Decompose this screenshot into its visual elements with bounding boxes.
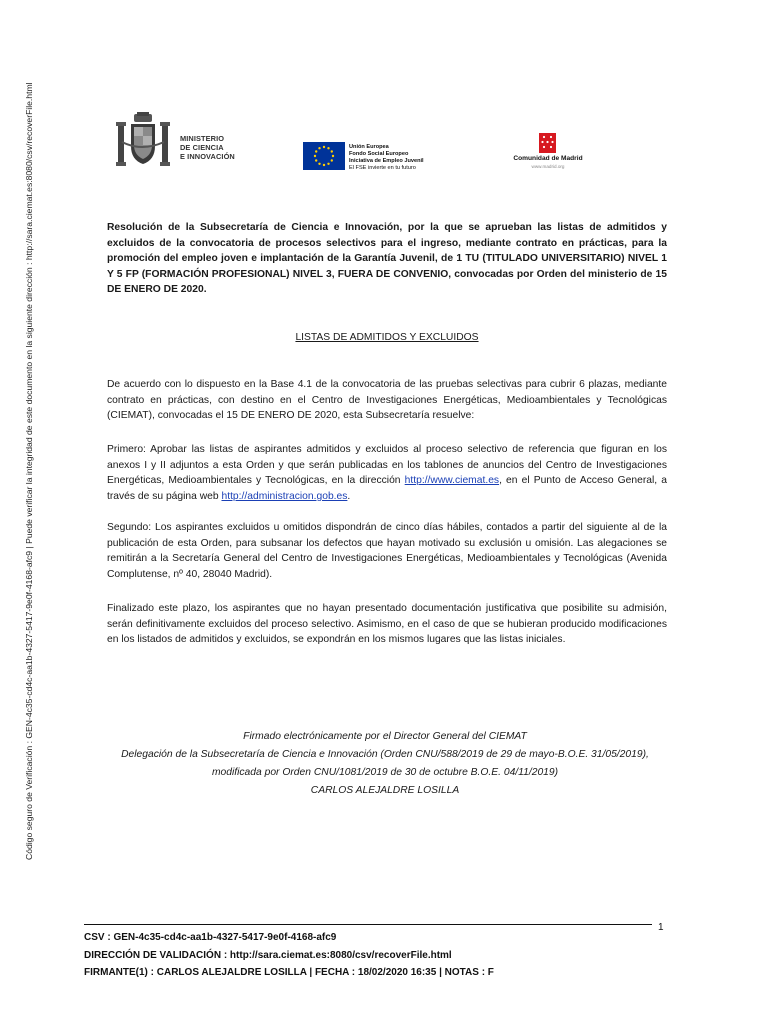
eu-star-icon [318, 163, 320, 165]
madrid-stars-icon [539, 133, 556, 153]
footer-divider [84, 924, 652, 925]
footer-firmante: FIRMANTE(1) : CARLOS ALEJALDRE LOSILLA | FECHA : 18/02/2020 16:35 | NOTAS : F [84, 967, 494, 978]
madrid-url: www.madrid.org [531, 164, 565, 169]
eu-fse-logo [303, 140, 443, 174]
footer-validacion: DIRECCIÓN DE VALIDACIÓN : http://sara.ciemat.es:8080/csv/recoverFile.html [84, 949, 452, 961]
resolution-title: Resolución de la Subsecretaría de Ciencia e Innovación, por la que se aprueban las listas de admitidos y excluidos de la convocatoria de procesos selectivos para el ingreso, mediante contrato en prácticas, para la promoción del empleo joven e implantación de la Garantía Juvenil, de 1 TU (TITULADO UNIVERSITARIO) NIVEL 1 Y 5 FP (FORMACIÓN PROFESIONAL) NIVEL 3, FUERA DE CONVENIO, convocadas por Orden del ministerio de 15 DE ENERO DE 2020. [107, 222, 667, 296]
eu-star-icon [315, 159, 317, 161]
eu-star-icon [315, 150, 317, 152]
signature-block [80, 728, 690, 800]
eu-star-icon [331, 159, 333, 161]
ministerio-text: MINISTERIO DE CIENCIA E INNOVACIÓN [180, 134, 235, 161]
footer [84, 929, 494, 982]
signature-name: CARLOS ALEJALDRE LOSILLA [310, 785, 460, 796]
ciemat-link[interactable]: http://www.ciemat.es [404, 475, 500, 487]
eu-star-icon [327, 163, 329, 165]
comunidad-madrid-logo [503, 133, 593, 175]
section-heading: LISTAS DE ADMITIDOS Y EXCLUIDOS [295, 332, 479, 343]
ministerio-logo [114, 112, 254, 174]
paragraph-finalizado: Finalizado este plazo, los aspirantes que no hayan presentado documentación justificativa que posibilite su admisión, serán definitivamente excluidos del proceso selectivo. Asimismo, en el caso de que se hubieran producido modificaciones en los listados de admitidos y excluidos, se expondrán en los mismos lugares que las listas iniciales. [107, 603, 667, 646]
paragraph-segundo: Segundo: Los aspirantes excluidos u omitidos dispondrán de cinco días hábiles, contados a partir del siguiente al de la publicación de esta Orden, para subsanar los defectos que hayan motivado su exclusión u omisión. Las alegaciones se remitirán a la Secretaría General del Centro de Investigaciones Energéticas, Medioambientales y Tecnológicas (Avenida Complutense, nº 40, 28040 Madrid). [107, 522, 667, 580]
eu-flag-icon [303, 142, 345, 170]
coat-of-arms-icon [114, 112, 172, 174]
paragraph-primero: Primero: Aprobar las listas de aspirantes admitidos y excluidos al proceso selectivo de referencia que figuran en los anexos I y II adjuntos a esta Orden y que serán publicadas en los tablones de anuncios del Centro de Investigaciones Energéticas, Medioambientales y Tecnológicas, en la dirección http://www.ciemat.es, en el Punto de Acceso General, a través de su página web http://administracion.gob.es. [107, 444, 668, 502]
eu-text: Unión Europea Fondo Social Europeo Iniciativa de Empleo Juvenil El FSE invierte en tu futuro [349, 144, 424, 172]
signature-line: modificada por Orden CNU/1081/2019 de 30 de octubre B.O.E. 04/11/2019) [211, 767, 559, 778]
eu-star-icon [323, 146, 325, 148]
eu-star-icon [323, 164, 325, 166]
eu-star-icon [314, 155, 316, 157]
signature-line: Delegación de la Subsecretaría de Ciencia e Innovación (Orden CNU/588/2019 de 29 de mayo-B.O.E. 31/05/2019), [121, 749, 649, 760]
madrid-name: Comunidad de Madrid [513, 155, 583, 162]
page-number: 1 [658, 922, 664, 933]
paragraph-intro: De acuerdo con lo dispuesto en la Base 4.1 de la convocatoria de las pruebas selectivas para cubrir 6 plazas, mediante contrato en prácticas, con destino en el Centro de Investigaciones Energéticas, Medioambientales y Tecnológicas (CIEMAT), convocadas el 15 DE ENERO DE 2020, esta Subsecretaría resuelve: [107, 379, 667, 422]
eu-star-icon [331, 150, 333, 152]
verification-side-text: Código seguro de Verificación : GEN-4c35-cd4c-aa1b-4327-5417-9e0f-4168-afc9 | Puede verificar la integridad de este documento en la siguiente dirección : http://sara.ciemat.es:8080/csv/recoverFile.html [24, 82, 34, 860]
administracion-link[interactable]: http://administracion.gob.es [221, 490, 348, 502]
footer-csv: CSV : GEN-4c35-cd4c-aa1b-4327-5417-9e0f-4168-afc9 [84, 932, 337, 943]
signature-line: Firmado electrónicamente por el Director General del CIEMAT [243, 731, 527, 742]
eu-star-icon [318, 147, 320, 149]
eu-star-icon [327, 147, 329, 149]
eu-star-icon [332, 155, 334, 157]
